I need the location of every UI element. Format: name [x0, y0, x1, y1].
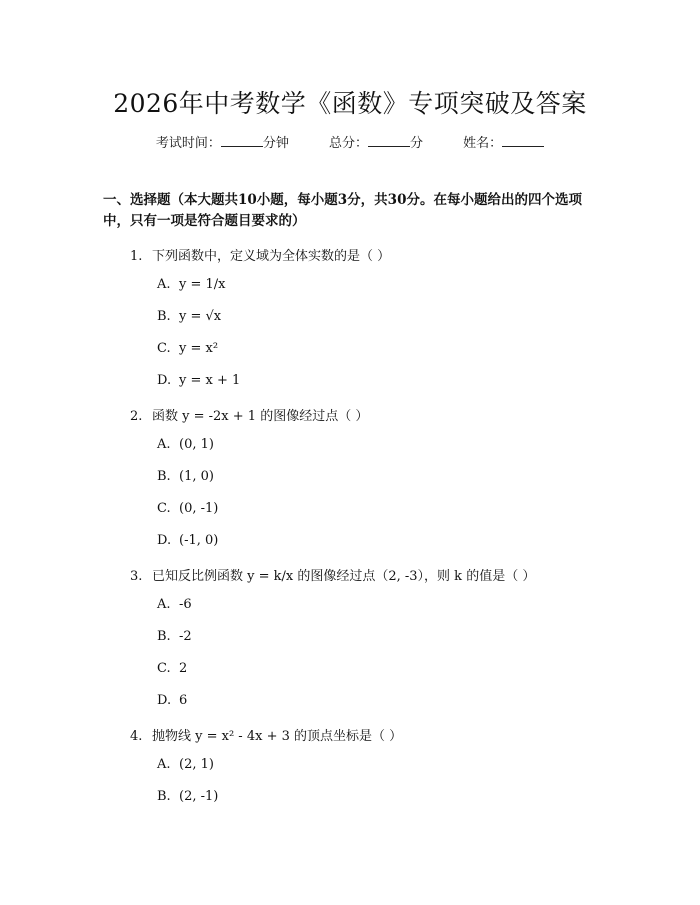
exam-time-blank — [221, 134, 263, 147]
option-letter: B. — [157, 629, 171, 644]
option-letter: B. — [157, 309, 171, 324]
question-number: 2. — [130, 409, 143, 424]
option-text: -2 — [179, 629, 192, 644]
question-text: 已知反比例函数 y = k/x 的图像经过点（2, -3），则 k 的值是（ ） — [152, 569, 536, 584]
option-letter: D. — [157, 373, 172, 388]
question-2-stem — [130, 405, 368, 424]
option-letter: C. — [157, 501, 171, 516]
question-1-option-d — [157, 373, 240, 388]
question-1-option-a — [157, 277, 225, 292]
option-text: y = 1/x — [179, 277, 226, 292]
total-score-unit: 分 — [410, 136, 424, 151]
student-name-blank — [502, 134, 544, 147]
option-text: -6 — [179, 597, 192, 612]
total-score-label: 总分： — [328, 136, 368, 151]
option-text: (1, 0) — [179, 469, 214, 484]
option-letter: C. — [157, 661, 171, 676]
option-letter: A. — [157, 757, 171, 772]
question-1-stem — [130, 245, 390, 264]
question-3-option-a — [157, 597, 192, 612]
question-4-option-a — [157, 757, 214, 772]
question-2-option-d — [157, 533, 218, 548]
option-letter: D. — [157, 533, 172, 548]
question-text: 下列函数中，定义域为全体实数的是（ ） — [152, 249, 391, 264]
question-text: 抛物线 y = x² - 4x + 3 的顶点坐标是（ ） — [152, 729, 403, 744]
question-3-option-c — [157, 661, 187, 676]
option-text: (-1, 0) — [179, 533, 219, 548]
option-text: 2 — [179, 661, 188, 676]
option-letter: A. — [157, 277, 171, 292]
exam-time-label: 考试时间： — [155, 136, 221, 151]
option-letter: D. — [157, 693, 172, 708]
exam-time-unit: 分钟 — [262, 136, 289, 151]
option-letter: C. — [157, 341, 171, 356]
exam-meta-row — [0, 132, 700, 151]
section-heading: 一、选择题（本大题共10小题，每小题3分，共30分。在每小题给出的四个选项中，只有一项是符合题目要求的） — [103, 192, 582, 229]
question-text: 函数 y = -2x + 1 的图像经过点（ ） — [152, 409, 369, 424]
option-text: (0, 1) — [179, 437, 214, 452]
option-letter: B. — [157, 469, 171, 484]
question-2-option-a — [157, 437, 214, 452]
option-text: y = x + 1 — [179, 373, 241, 388]
option-text: (2, 1) — [179, 757, 214, 772]
question-1-option-b — [157, 309, 221, 324]
question-3-option-d — [157, 693, 187, 708]
total-score-field — [329, 132, 423, 151]
option-letter: B. — [157, 789, 171, 804]
question-number: 1. — [130, 249, 143, 264]
total-score-blank — [368, 134, 410, 147]
question-number: 4. — [130, 729, 143, 744]
option-text: 6 — [179, 693, 188, 708]
option-letter: A. — [157, 437, 171, 452]
option-text: y = √x — [179, 309, 222, 324]
question-number: 3. — [130, 569, 143, 584]
question-4-stem — [130, 725, 402, 744]
document-title: 2026年中考数学《函数》专项突破及答案 — [113, 89, 587, 118]
option-text: (0, -1) — [179, 501, 219, 516]
option-text: y = x² — [179, 341, 219, 356]
student-name-field — [463, 132, 544, 151]
question-3-option-b — [157, 629, 192, 644]
question-1-option-c — [157, 341, 218, 356]
question-2-option-c — [157, 501, 218, 516]
option-text: (2, -1) — [179, 789, 219, 804]
exam-time-field — [156, 132, 289, 151]
question-4-option-b — [157, 789, 218, 804]
option-letter: A. — [157, 597, 171, 612]
question-2-option-b — [157, 469, 214, 484]
student-name-label: 姓名： — [463, 136, 503, 151]
question-3-stem — [130, 565, 535, 584]
